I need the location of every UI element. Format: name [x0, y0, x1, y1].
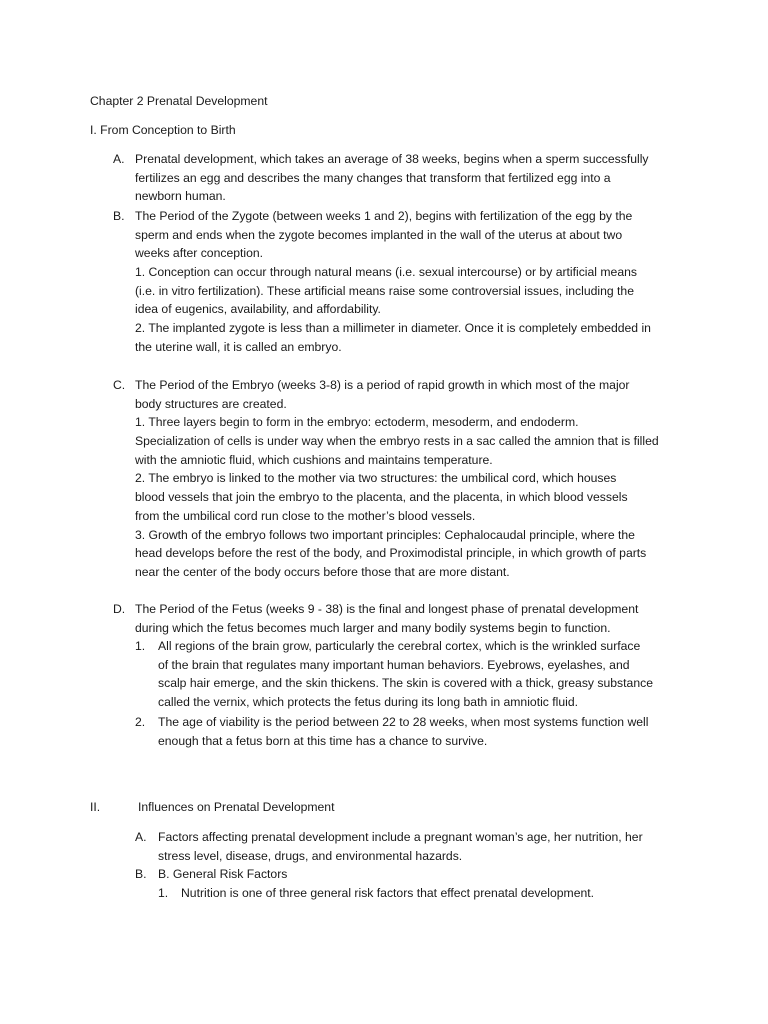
item-c-text	[135, 376, 659, 582]
text-line: scalp hair emerge, and the skin thickens. The skin is covered with a thick, greasy substance	[158, 676, 653, 691]
text-line: weeks after conception.	[135, 246, 264, 261]
text-line: called the vernix, which protects the fetus during its long bath in amniotic fluid.	[158, 695, 579, 710]
section-2-item-1-text: Nutrition is one of three general risk factors that effect prenatal development.	[181, 886, 595, 900]
text-line: Specialization of cells is under way when the embryo rests in a sac called the amnion that is filled	[135, 434, 659, 449]
text-line: All regions of the brain grow, particularly the cerebral cortex, which is the wrinkled surface	[158, 639, 641, 653]
text-line: 1. Conception can occur through natural means (i.e. sexual intercourse) or by artificial means	[135, 265, 637, 280]
item-d-sub2-marker: 2.	[135, 715, 146, 729]
section-1-heading: I. From Conception to Birth	[90, 123, 236, 137]
text-line: stress level, disease, drugs, and environmental hazards.	[158, 848, 463, 863]
text-line: 2. The embryo is linked to the mother via two structures: the umbilical cord, which houses	[135, 471, 617, 486]
text-line: from the umbilical cord run close to the mother’s blood vessels.	[135, 508, 476, 523]
text-line: idea of eugenics, availability, and affordability.	[135, 302, 381, 317]
text-line: near the center of the body occurs before those that are more distant.	[135, 564, 510, 579]
section-2-heading: Influences on Prenatal Development	[138, 800, 335, 814]
section-2-item-b-text: B. General Risk Factors	[158, 867, 288, 881]
text-line: enough that a fetus born at this time has a chance to survive.	[158, 733, 488, 748]
item-a-marker: A.	[113, 152, 125, 166]
text-line: head develops before the rest of the body, and Proximodistal principle, in which growth of parts	[135, 546, 647, 561]
section-2-item-a-marker: A.	[135, 830, 147, 844]
item-d-text	[135, 600, 638, 637]
text-line: The age of viability is the period between 22 to 28 weeks, when most systems function well	[158, 715, 649, 729]
text-line: fertilizes an egg and describes the many changes that transform that fertilized egg into a	[135, 170, 611, 185]
item-d-sub1-text	[158, 637, 653, 712]
item-d-marker: D.	[113, 602, 126, 616]
item-b-marker: B.	[113, 209, 125, 223]
text-line: of the brain that regulates many important human behaviors. Eyebrows, eyelashes, and	[158, 657, 630, 672]
section-2-item-b-marker: B.	[135, 867, 147, 881]
item-d-sub1-marker: 1.	[135, 639, 146, 653]
section-2-item-1-marker: 1.	[158, 886, 169, 900]
chapter-title: Chapter 2 Prenatal Development	[90, 94, 268, 108]
text-line: sperm and ends when the zygote becomes implanted in the wall of the uterus at about two	[135, 227, 623, 242]
section-2-item-a-text	[158, 828, 643, 865]
section-2-marker: II.	[90, 800, 101, 814]
text-line: during which the fetus becomes much larger and many bodily systems begin to function.	[135, 620, 611, 635]
text-line: The Period of the Fetus (weeks 9 - 38) is the final and longest phase of prenatal development	[135, 602, 639, 616]
text-line: 3. Growth of the embryo follows two important principles: Cephalocaudal principle, where the	[135, 527, 635, 542]
text-line: body structures are created.	[135, 396, 287, 411]
text-line: Prenatal development, which takes an average of 38 weeks, begins when a sperm successfully	[135, 152, 649, 166]
text-line: The Period of the Zygote (between weeks 1 and 2), begins with fertilization of the egg by the	[135, 209, 633, 223]
item-d-sub2-text	[158, 713, 648, 750]
item-a-text	[135, 150, 649, 206]
text-line: newborn human.	[135, 189, 226, 204]
text-line: the uterine wall, it is called an embryo.	[135, 339, 342, 354]
item-c-marker: C.	[113, 378, 126, 392]
text-line: 1. Three layers begin to form in the embryo: ectoderm, mesoderm, and endoderm.	[135, 415, 579, 430]
text-line: (i.e. in vitro fertilization). These artificial means raise some controversial issues, including the	[135, 283, 634, 298]
text-line: Factors affecting prenatal development include a pregnant woman’s age, her nutrition, her	[158, 830, 643, 844]
text-line: blood vessels that join the embryo to the placenta, and the placenta, in which blood vessels	[135, 490, 628, 505]
item-b-text	[135, 207, 651, 357]
text-line: with the amniotic fluid, which cushions and maintains temperature.	[135, 452, 493, 467]
text-line: 2. The implanted zygote is less than a millimeter in diameter. Once it is completely embedded in	[135, 321, 651, 336]
text-line: The Period of the Embryo (weeks 3-8) is a period of rapid growth in which most of the major	[135, 378, 630, 392]
